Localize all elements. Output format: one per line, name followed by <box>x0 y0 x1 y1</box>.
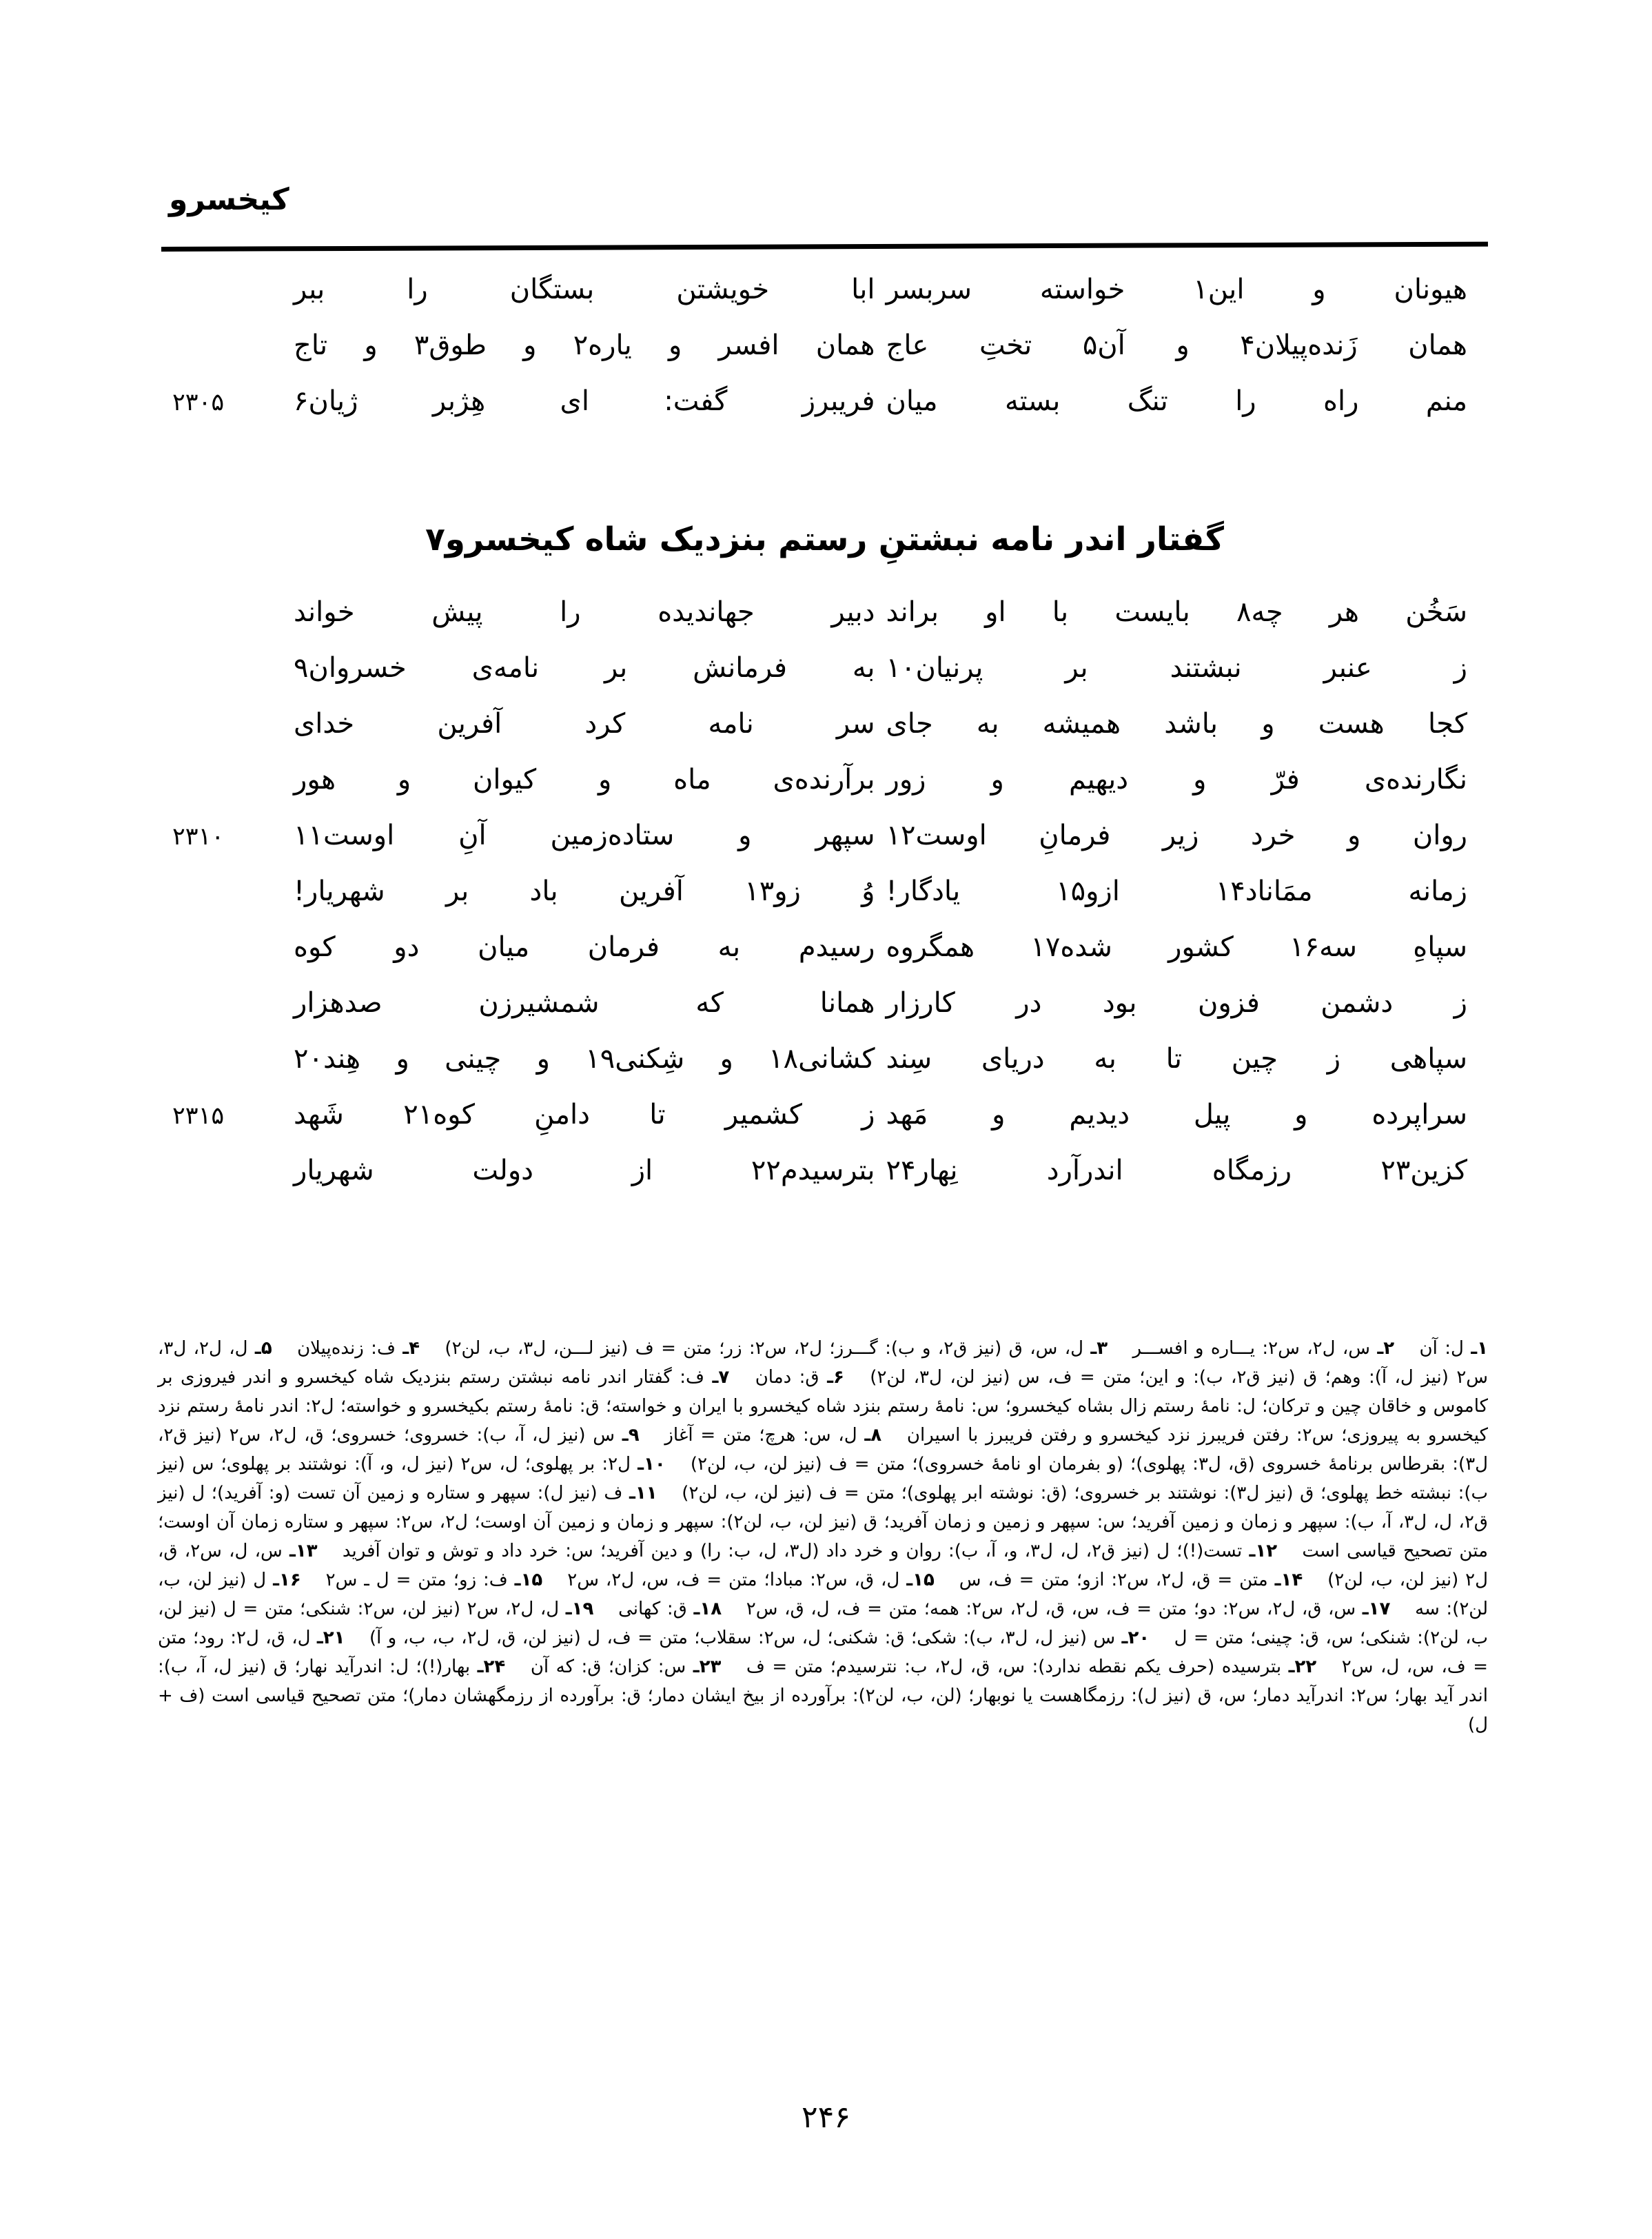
hemistich-first: ابا خویشتن بستگان را ببر <box>294 274 875 305</box>
footnote-marker: ۴ـ <box>402 1338 420 1359</box>
verse-number: ۲۳۱۰ <box>172 823 225 851</box>
hemistich-second: زمانه ممَاناد١۴ ازو١۵ یادگار! <box>886 875 1467 907</box>
footnote-text: ل، ق، س٢: مبادا؛ متن = ف، س، ل٢، س٢ <box>567 1570 907 1590</box>
footnote-marker: ۵ـ <box>254 1338 272 1359</box>
footnote-item <box>445 1338 1108 1359</box>
verse-row <box>161 920 1488 975</box>
folio-page-number: ۲۴۶ <box>802 2100 850 2135</box>
footnote-marker: ١٨ـ <box>693 1599 722 1619</box>
footnote-text: س (نیز ل، ل٣، ب): شکی؛ ق: شکنی؛ ل، س٢: سقلاب؛ متن = ف، ل (نیز لن، ق، ل٢، ب، ب، و آ) <box>369 1628 1122 1648</box>
footnote-item <box>755 1367 844 1388</box>
hemistich-first: رسیدم به فرمان میان دو کوه <box>294 931 875 963</box>
footnote-marker: ١۶ـ <box>273 1570 301 1590</box>
verse-row <box>161 864 1488 920</box>
footnote-text: ل: آن <box>1419 1338 1471 1359</box>
footnote-text: ق: دمان <box>755 1367 828 1388</box>
footnote-marker: ١ـ <box>1471 1338 1488 1359</box>
footnote-marker: ٧ـ <box>712 1367 730 1388</box>
footnote-text: س، ق، ل٢، س٢: دو؛ متن = ف، س، ق، ل٢، س٢: همه؛ متن = ف، ل، ق، س٢ <box>746 1599 1363 1619</box>
footnote-marker: ٢٠ـ <box>1121 1628 1150 1648</box>
hemistich-second: نگارنده‌ی فرّ و دیهیم و زور <box>886 764 1467 796</box>
verse-row <box>161 1143 1488 1199</box>
hemistich-second: سپاهِ سه١۶ کشور شده١٧ همگروه <box>886 931 1468 963</box>
footnote-marker: ١٣ـ <box>289 1541 318 1561</box>
hemistich-first: فریبرز گفت: ای هِژبر ژیان۶ <box>294 385 875 417</box>
footnote-text: بهار(!)؛ ل: اندرآید نهار؛ ق (نیز ل، آ، ب): اندر آید بهار؛ س٢: اندرآید دمار؛ س، ق (نیز ل): رزمگاهست یا نوبهار؛ (لن، ب، لن٢): برآورده از بیخ ایشان دمار؛ ق: برآورده از رزمگهشان دمار)؛ متن تصحیح قیاسی است (ف + ل) <box>158 1657 1489 1735</box>
footnote-marker: ۶ـ <box>827 1367 844 1388</box>
hemistich-first: ز کشمیر تا دامنِ کوه٢١ شَهد <box>294 1099 875 1131</box>
footnote-text: ف: گفتار اندر نامه نبشتن رستم بنزدیک شاه کیخسرو و اندر فیروزی بر کاموس و خاقان چین و ترکان؛ ل: نامهٔ رستم زال بشاه کیخسرو؛ س: نامهٔ رستم بنزد شاه کیخسرو با ایران و خواسته؛ ق: نامهٔ رستم بکیخسرو و خواسته؛ ل٢: اندر نامهٔ رستم نزد کیخسرو به پیروزی؛ س٢: رفتن فریبرز نزد کیخسرو و رفتن فریبرز با اسیران <box>158 1367 1489 1446</box>
verse-row <box>161 318 1488 374</box>
footnote-text: ل٢: بر پهلوی؛ ل، س٢ (نیز ل، و، آ): نوشتند بر پهلوی؛ س (نیز ب): نبشته خط پهلوی؛ ق (نیز ل٣): نوشتند بر خسروی؛ (ق: نوشته ابر پهلوی)؛ متن = ف (نیز لن، ب، لن٢) <box>158 1454 1489 1503</box>
footnote-item <box>664 1425 881 1446</box>
footnote-text: متن = ق، ل٢، س٢: ازو؛ متن = ف، س <box>959 1570 1275 1590</box>
verse-number: ۲۳۱۵ <box>172 1102 225 1130</box>
footnote-marker: ١۵ـ <box>906 1570 935 1590</box>
verse-row <box>161 640 1488 696</box>
verse-row <box>161 752 1488 808</box>
footnote-marker: ١٩ـ <box>565 1599 594 1619</box>
footnote-text: ل، ل٢، س٢ (نیز لن، س٢: شنکی؛ متن = ل (نیز لن، ب، لن٢): شنکی؛ س، ق: چینی؛ متن = ل <box>158 1599 1489 1648</box>
footnote-item <box>326 1570 543 1590</box>
footnote-item <box>746 1657 1316 1677</box>
hemistich-first: بترسیدم٢٢ از دولت شهریار <box>294 1155 875 1186</box>
footnote-item <box>343 1541 1277 1561</box>
footnote-text: ل، س: هرچ؛ متن = آغاز <box>664 1425 865 1446</box>
hemistich-second: ز دشمن فزون بود در کارزار <box>886 987 1467 1019</box>
hemistich-first: به فرمانش بر نامه‌ی خسروان٩ <box>294 652 875 684</box>
footnote-text: ق: کهانی <box>618 1599 694 1619</box>
hemistich-first: سر نامه کرد آفرین خدای <box>294 708 875 740</box>
hemistich-first: وُ زو١٣ آفرین باد بر شهریار! <box>294 875 875 907</box>
hemistich-first: برآرنده‌ی ماه و کیوان و هور <box>294 764 875 796</box>
footnote-marker: ٢ـ <box>1377 1338 1395 1359</box>
footnote-item <box>1420 1338 1488 1359</box>
hemistich-second: سپاهی ز چین تا به دریای سِند <box>886 1043 1467 1075</box>
verse-row <box>161 374 1488 429</box>
footnote-text: ل، ل٢، ل٣، س٢ (نیز ل، آ): وهم؛ ق (نیز ق٢، ب): و این؛ متن = ف، س (نیز لن، ل٣، لن٢) <box>158 1338 1489 1388</box>
footnote-item <box>746 1599 1391 1619</box>
running-head-text: کیخسرو <box>169 182 289 217</box>
footnote-item <box>369 1628 1150 1648</box>
hemistich-first: سپهر و ستاده‌زمین آنِ اوست١١ <box>294 820 875 851</box>
footnote-text: بترسیده (حرف یکم نقطه ندارد): س، ق، ل٢، ب: نترسیدم؛ متن = ف <box>746 1657 1289 1677</box>
footnote-item <box>567 1570 935 1590</box>
footnote-marker: ٨ـ <box>864 1425 882 1446</box>
verse-row <box>161 262 1488 318</box>
hemistich-first: همان افسر و یاره٢ و طوق٣ و تاج <box>294 330 875 361</box>
footnote-text: ل (نیز لن، ب، لن٢): سه <box>158 1570 1489 1619</box>
verse-block-one <box>161 262 1488 429</box>
verse-block-two <box>161 585 1488 1199</box>
footnote-text: ل، ق، ل٢: رود؛ متن = ف، س، ل، س٢ <box>158 1628 1489 1677</box>
verse-row <box>161 585 1488 640</box>
footnote-text: س: کزان؛ ق: که آن <box>530 1657 693 1677</box>
footnote-marker: ٢٢ـ <box>1288 1657 1317 1677</box>
footnote-marker: ١٧ـ <box>1362 1599 1391 1619</box>
footnote-text: س، ل، س٢، ق، ل٢ (نیز لن، ب، لن٢) <box>158 1541 1489 1590</box>
footnote-marker: ٢۴ـ <box>477 1657 506 1677</box>
verse-row <box>161 696 1488 752</box>
footnote-item <box>531 1657 722 1677</box>
hemistich-second: منم راه را تنگ بسته میان <box>886 385 1467 417</box>
hemistich-second: کزین٢٣ رزمگاه اندرآرد نِهار٢۴ <box>886 1155 1467 1186</box>
hemistich-second: سَخُن هر چه٨ بایست با او براند <box>886 596 1467 628</box>
hemistich-first: دبیر جهاندیده را پیش خواند <box>294 596 875 628</box>
footnote-text: ل، س، ق (نیز ق٢، و ب): گـــرز؛ ل٢، س٢: زر؛ متن = ف (نیز لـــن، ل٣، ب، لن٢) <box>445 1338 1091 1359</box>
footnote-text: تست(!)؛ ل (نیز ق٢، ل، ل٣، و، آ، ب): روان و خرد داد (ل٣، ل، ب: را) و دین آفرید؛ س: خرد داد و توش و توان آفرید <box>342 1541 1250 1561</box>
hemistich-second: هیونان و این١ خواسته سربسر <box>886 274 1468 305</box>
footnote-item <box>1133 1338 1395 1359</box>
footnote-text: س، ل٢، س٢: یـــاره و افســـر <box>1132 1338 1378 1359</box>
footnote-marker: ١١ـ <box>629 1483 657 1503</box>
footnote-marker: ٢١ـ <box>316 1628 345 1648</box>
footnote-item <box>297 1338 420 1359</box>
verse-row <box>161 1087 1488 1143</box>
footnote-item <box>959 1570 1303 1590</box>
hemistich-second: کجا هست و باشد همیشه به جای <box>886 708 1467 740</box>
verse-number: ۲۳۰۵ <box>172 389 225 416</box>
hemistich-first: همانا که شمشیرزن صدهزار <box>294 987 875 1019</box>
footnote-marker: ٩ـ <box>622 1425 640 1446</box>
header-rule-divider <box>161 242 1488 252</box>
footnote-text: ف: زنده‌پیلان <box>297 1338 403 1359</box>
footnote-text: س (نیز ل، آ، ب): خسروی؛ خسروی؛ ق، ل٢، س٢ (نیز ق٢، ل٣): بقرطاس برنامهٔ خسروی (ق، ل٣: پهلوی)؛ (و بفرمان او نامهٔ خسروی)؛ متن = ف (نیز لن، ب، لن٢) <box>158 1425 1489 1475</box>
hemistich-second: ز عنبر نبشتند بر پرنیان١٠ <box>886 652 1467 684</box>
footnote-text: ف: زو؛ متن = ل ـ س٢ <box>325 1570 515 1590</box>
footnote-marker: ٢٣ـ <box>693 1657 722 1677</box>
running-head <box>169 182 1483 217</box>
section-heading: گفتار اندر نامه نبشتنِ رستم بنزدیک شاه کیخسرو٧ <box>425 520 1224 558</box>
footnotes-apparatus <box>158 1334 1488 1739</box>
hemistich-second: همان زَنده‌پیلان۴ و آن۵ تختِ عاج <box>886 330 1468 361</box>
footnote-marker: ١٢ـ <box>1249 1541 1278 1561</box>
verse-row <box>161 1031 1488 1087</box>
footnote-text: ف (نیز ل): سپهر و ستاره و زمین آن تست (و: آفرید)؛ ل (نیز ق٢، ل، ل٣، آ، ب): سپهر و زمان و زمین آفرید؛ س: سپهر و زمین و زمان آفرید؛ ق (نیز لن، ب، لن٢): سپهر و زمان و زمین آن اوست؛ ل٢، س٢: سپهر و ستاره زمان آن اوست؛ متن تصحیح قیاسی است <box>158 1483 1488 1561</box>
hemistich-second: سراپرده و پیل دیدیم و مَهد <box>886 1099 1467 1131</box>
footnote-marker: ١٠ـ <box>638 1454 666 1475</box>
footnote-marker: ١۵ـ <box>514 1570 543 1590</box>
verse-row <box>161 808 1488 864</box>
verse-row <box>161 975 1488 1031</box>
footnote-marker: ١۴ـ <box>1274 1570 1303 1590</box>
hemistich-first: کشانی١٨ و شِکنی١٩ و چینی و هِند٢٠ <box>294 1043 875 1075</box>
footnote-item <box>618 1599 722 1619</box>
footnote-marker: ٣ـ <box>1090 1338 1108 1359</box>
hemistich-second: روان و خرد زیر فرمانِ اوست١٢ <box>886 820 1467 851</box>
